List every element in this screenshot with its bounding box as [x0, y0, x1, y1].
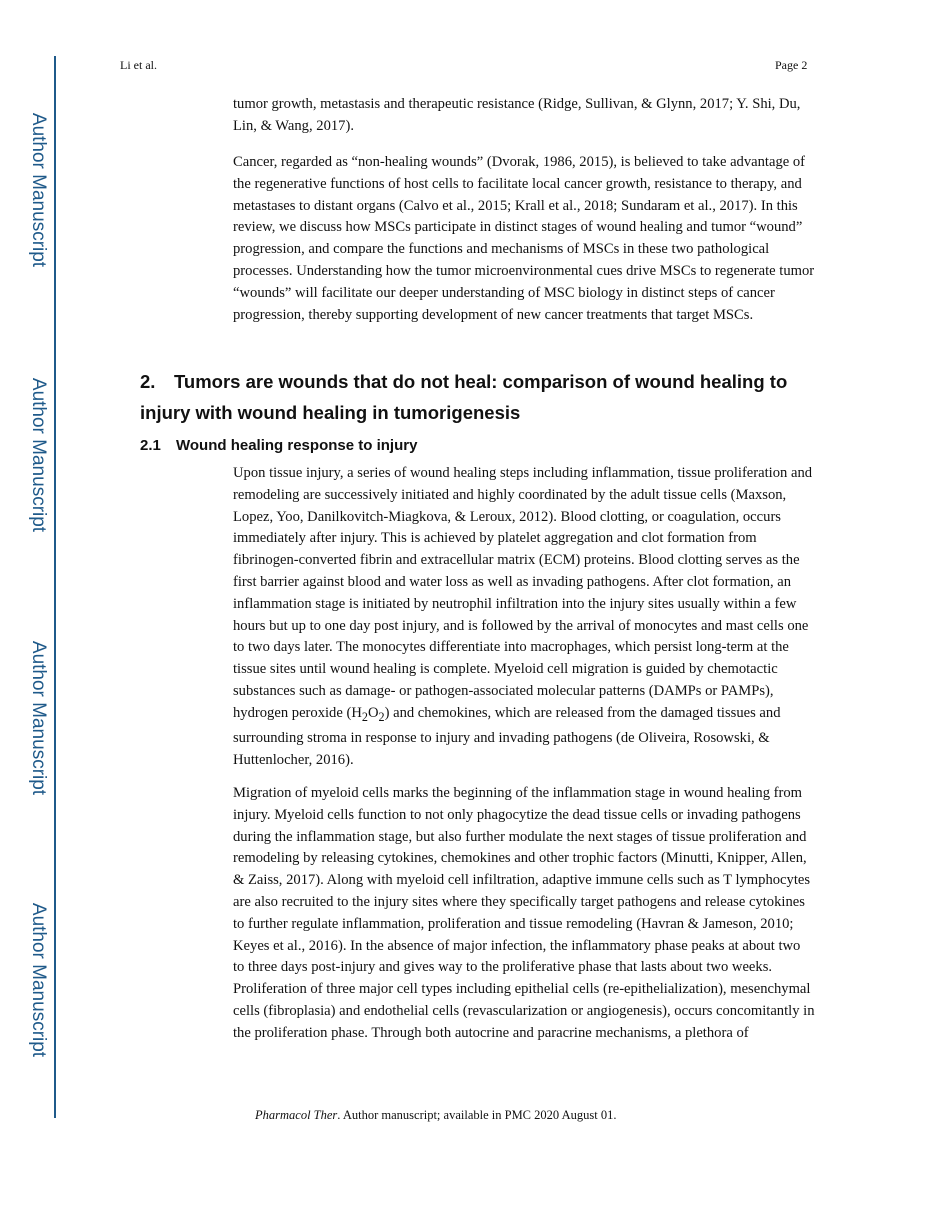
section-title: Tumors are wounds that do not heal: comparison of wound healing to injury with wound healing in tumorigenesis	[140, 371, 788, 423]
subsection-title: Wound healing response to injury	[176, 437, 418, 454]
paragraph-myeloid-migration: Migration of myeloid cells marks the beginning of the inflammation stage in wound healing from injury. Myeloid cells function to not only phagocytize the dead tissue cells or invading pathogens during the inflammation stage, but also further modulate the next stages of tissue proliferation and remodeling by releasing cytokines, chemokines and other trophic factors (Minutti, Knipper, Allen, & Zaiss, 2017). Along with myeloid cell infiltration, adaptive immune cells such as T lymphocytes are also recruited to the injury sites where they specifically target pathogens and release cytokines to further regulate inflammation, proliferation and tissue remodeling (Havran & Jameson, 2010; Keyes et al., 2016). In the absence of major infection, the inflammatory phase peaks at about two to three days post-injury and gives way to the proliferative phase that lasts about two weeks. Proliferation of three major cell types including epithelial cells (re-epithelialization), mesenchymal cells (fibroplasia) and endothelial cells (revascularization or angiogenesis), occurs concomitantly in the proliferation phase. Through both autocrine and paracrine mechanisms, a plethora of	[233, 785, 815, 1041]
section-heading-2	[140, 367, 820, 428]
section-number: 2.	[140, 371, 156, 392]
text-run: Upon tissue injury, a series of wound healing steps including inflammation, tissue proliferation and remodeling are successively initiated and highly coordinated by the adult tissue cells (Maxson, Lopez, Yoo, Danilkovitch-Miagkova, & Leroux, 2012). Blood clotting, or coagulation, occurs immediately after injury. This is achieved by platelet aggregation and clot formation from fibrinogen-converted fibrin and extracellular matrix (ECM) proteins. Blood clotting serves as the first barrier against blood and water loss as well as invading pathogens. After clot formation, an inflammation stage is initiated by neutrophil infiltration into the injury sites usually within a few hours but up to one day post injury, and is followed by the arrival of monocytes and mast cells one to two days later. The monocytes differentiate into macrophages, which persist long-term at the tissue sites until wound healing is complete. Myeloid cell migration is guided by chemotactic substances such as damage- or pathogen-associated molecular patterns (DAMPs or PAMPs), hydrogen peroxide (H	[233, 465, 813, 721]
subscript: 2	[378, 709, 385, 724]
journal-name: Pharmacol Ther	[255, 1108, 338, 1122]
text-run: ) and chemokines, which are released from the damaged tissues and surrounding stroma in response to injury and invading pathogens (de Oliveira, Rosowski, & Huttenlocher, 2016).	[233, 704, 781, 769]
sidebar-label-text: Author Manuscript	[28, 377, 49, 533]
running-head-authors: Li et al.	[120, 58, 157, 72]
sidebar-label-text: Author Manuscript	[28, 902, 49, 1058]
subsection-number: 2.1	[140, 437, 161, 454]
sidebar-label-text: Author Manuscript	[28, 640, 49, 796]
sidebar-label-text: Author Manuscript	[28, 112, 49, 268]
paragraph-wound-healing-steps	[233, 463, 815, 772]
page-number: Page 2	[775, 58, 808, 72]
text-run: O	[367, 704, 379, 721]
subsection-heading-2-1	[140, 437, 417, 454]
paragraph-intro-continuation: tumor growth, metastasis and therapeutic resistance (Ridge, Sullivan, & Glynn, 2017; Y. Shi, Du, Lin, & Wang, 2017).	[233, 96, 801, 134]
sidebar-divider-line	[54, 56, 56, 1118]
footer-citation	[255, 1108, 616, 1123]
subscript: 2	[361, 709, 368, 724]
paragraph-cancer-wounds: Cancer, regarded as “non-healing wounds” (Dvorak, 1986, 2015), is believed to take advantage of the regenerative functions of host cells to facilitate local cancer growth, resistance to therapy, and metastases to distant organs (Calvo et al., 2015; Krall et al., 2018; Sundaram et al., 2017). In this review, we discuss how MSCs participate in distinct stages of wound healing and tumor “wound” progression, and compare the functions and mechanisms of MSCs in these two pathological processes. Understanding how the tumor microenvironmental cues drive MSCs to regenerate tumor “wounds” will facilitate our deeper understanding of MSC biology in distinct steps of cancer progression, thereby supporting development of new cancer treatments that target MSCs.	[233, 154, 815, 323]
footer-text: . Author manuscript; available in PMC 2020 August 01.	[337, 1108, 617, 1122]
